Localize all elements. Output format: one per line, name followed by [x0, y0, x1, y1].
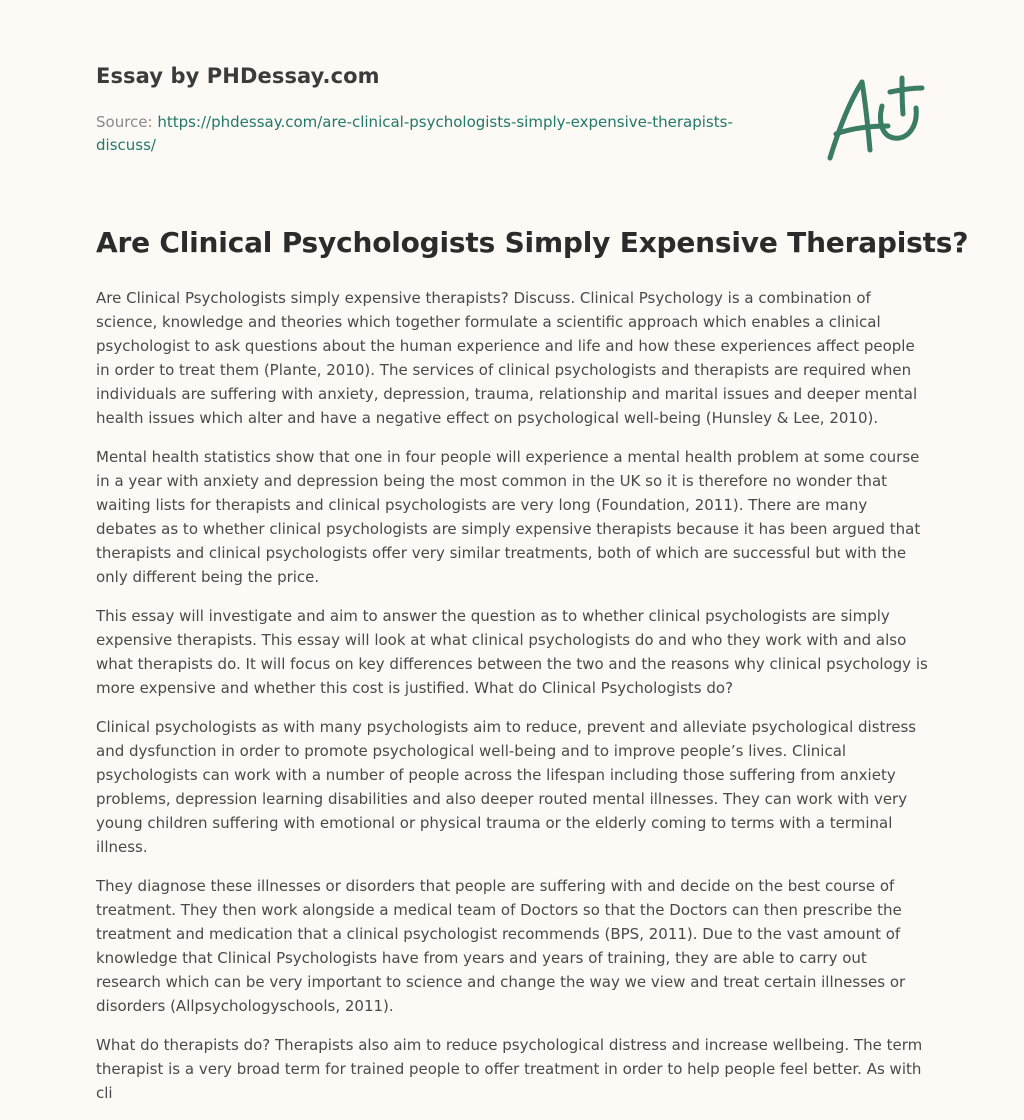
- source-label: Source:: [96, 113, 158, 131]
- essay-body: [96, 286, 932, 1120]
- a-plus-grade-icon: [822, 70, 926, 164]
- essay-paragraph: They diagnose these illnesses or disorders that people are suffering with and decide on the best course of treatment. They then work alongside a medical team of Doctors so that the Doctors can then prescribe the treatment and medication that a clinical psychologist recommends (BPS, 2011). Due to the vast amount of knowledge that Clinical Psychologists have from years and years of training, they are able to carry out research which can be very important to science and change the way we view and treat certain illnesses or disorders (Allpsychologyschools, 2011).: [96, 877, 906, 1015]
- essay-paragraph: Mental health statistics show that one in four people will experience a mental health problem at some course in a year with anxiety and depression being the most common in the UK so it is therefore no wonder that waiting lists for therapists and clinical psychologists are very long (Foundation, 2011). There are many debates as to whether clinical psychologists are simply expensive therapists because it has been argued that therapists and clinical psychologists offer very similar treatments, both of which are successful but with the only different being the price.: [96, 448, 921, 586]
- site-title: Essay by PHDessay.com: [96, 64, 380, 88]
- essay-paragraph: What do therapists do? Therapists also aim to reduce psychological distress and increase wellbeing. The term therapist is a very broad term for trained people to offer treatment in order to help people feel better. As with cli: [96, 1036, 923, 1102]
- essay-title: Are Clinical Psychologists Simply Expensive Therapists?: [96, 226, 969, 259]
- source-link[interactable]: https://phdessay.com/are-clinical-psychologists-simply-expensive-therapists-discuss/: [96, 113, 733, 154]
- essay-paragraph: This essay will investigate and aim to answer the question as to whether clinical psychologists are simply expensive therapists. This essay will look at what clinical psychologists do and who they work with and also what therapists do. It will focus on key differences between the two and the reasons why clinical psychology is more expensive and whether this cost is justified. What do Clinical Psychologists do?: [96, 607, 928, 697]
- source-line: [96, 111, 736, 157]
- essay-paragraph: Are Clinical Psychologists simply expensive therapists? Discuss. Clinical Psychology is a combination of science, knowledge and theories which together formulate a scientific approach which enables a clinical psychologist to ask questions about the human experience and life and how these experiences affect people in order to treat them (Plante, 2010). The services of clinical psychologists and therapists are required when individuals are suffering with anxiety, depression, trauma, relationship and marital issues and deeper mental health issues which alter and have a negative effect on psychological well-being (Hunsley & Lee, 2010).: [96, 289, 918, 427]
- essay-paragraph: Clinical psychologists as with many psychologists aim to reduce, prevent and alleviate psychological distress and dysfunction in order to promote psychological well-being and to improve people’s lives. Clinical psychologists can work with a number of people across the lifespan including those suffering from anxiety problems, depression learning disabilities and also deeper routed mental illnesses. They can work with very young children suffering with emotional or physical trauma or the elderly coming to terms with a terminal illness.: [96, 718, 917, 856]
